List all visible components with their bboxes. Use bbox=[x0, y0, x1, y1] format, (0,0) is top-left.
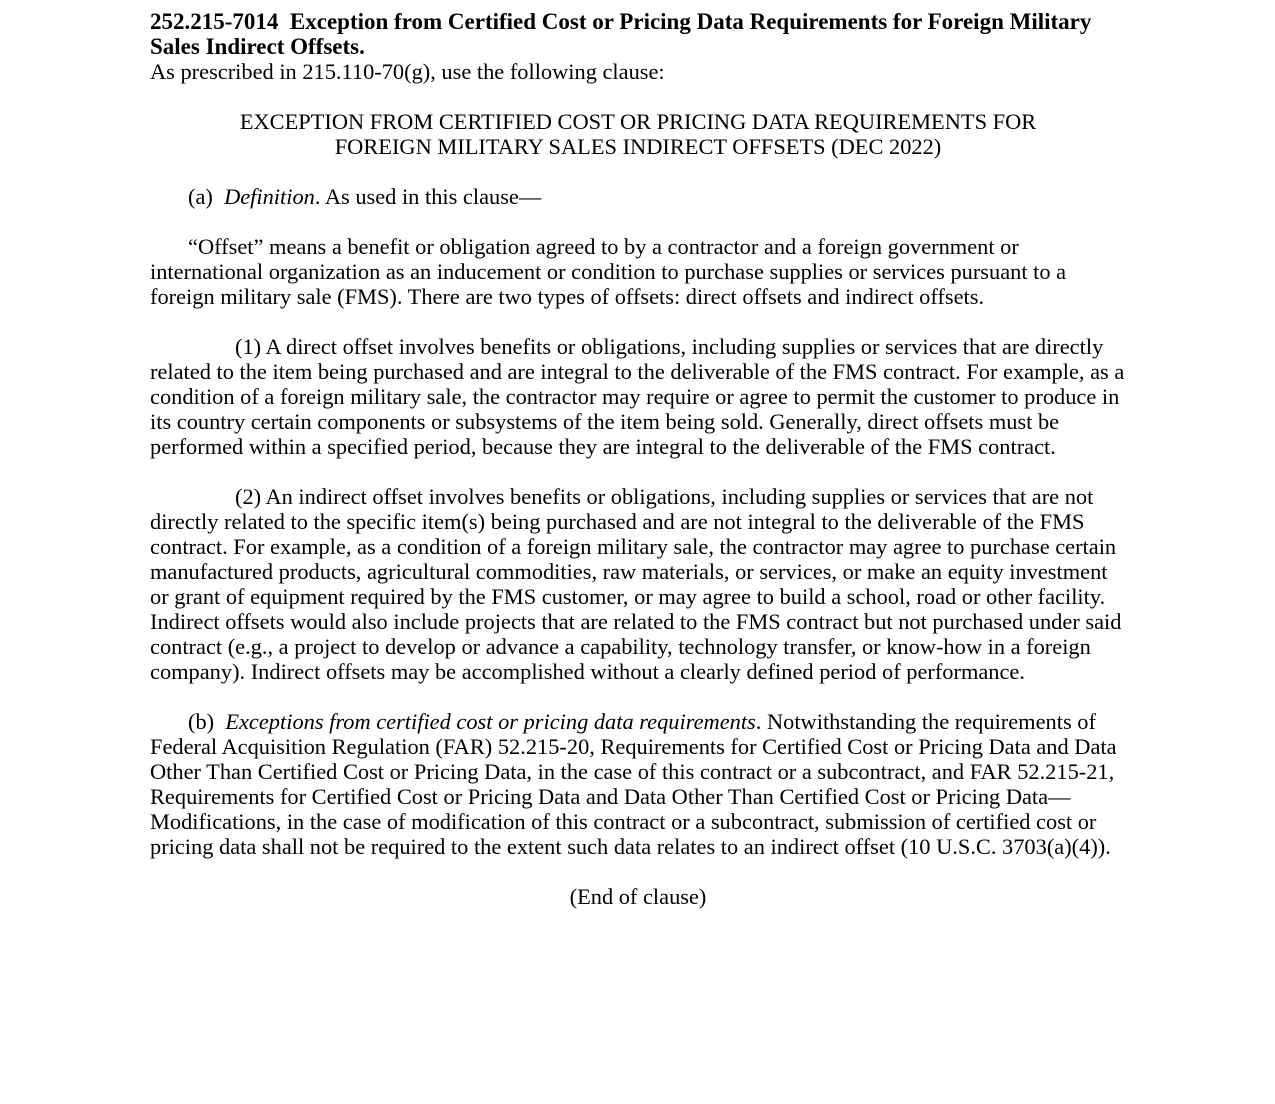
clause-heading bbox=[150, 9, 1126, 59]
clause-title-line-1: EXCEPTION FROM CERTIFIED COST OR PRICING DATA REQUIREMENTS FOR bbox=[239, 109, 1037, 134]
paragraph-1-direct-offset: (1) A direct offset involves benefits or obligations, including supplies or services that are directly related to the item being purchased and are integral to the deliverable of the FMS contract. For example, as a condition of a foreign military sale, the contractor may require or agree to permit the customer to produce in its country certain components or subsystems of the item being sold. Generally, direct offsets must be performed within a specified period, because they are integral to the deliverable of the FMS contract. bbox=[150, 334, 1125, 459]
paragraph-a-text: . As used in this clause— bbox=[314, 184, 542, 209]
clause-heading-title: Exception from Certified Cost or Pricing Data Requirements for Foreign Military Sales Indirect Offsets. bbox=[150, 9, 1092, 59]
prescription-text: As prescribed in 215.110-70(g), use the following clause: bbox=[150, 59, 665, 84]
paragraph-b bbox=[150, 709, 1126, 859]
clause-title bbox=[150, 109, 1126, 159]
clause-document bbox=[150, 9, 1126, 909]
paragraph-a-marker: (a) bbox=[188, 184, 213, 209]
paragraph-a bbox=[150, 184, 1126, 209]
paragraph-2-indirect-offset: (2) An indirect offset involves benefits or obligations, including supplies or services that are not directly related to the specific item(s) being purchased and are not integral to the deliverable of the FMS contract. For example, as a condition of a foreign military sale, the contractor may agree to purchase certain manufactured products, agricultural commodities, raw materials, or services, or make an equity investment or grant of equipment required by the FMS customer, or may agree to build a school, road or other facility. Indirect offsets would also include projects that are related to the FMS contract but not purchased under said contract (e.g., a project to develop or advance a capability, technology transfer, or know-how in a foreign company). Indirect offsets may be accomplished without a clearly defined period of performance. bbox=[150, 484, 1122, 684]
offset-definition: “Offset” means a benefit or obligation agreed to by a contractor and a foreign government or international organization as an inducement or condition to purchase supplies or services pursuant to a foreign military sale (FMS). There are two types of offsets: direct offsets and indirect offsets. bbox=[150, 234, 1067, 309]
paragraph-b-text: . Notwithstanding the requirements of Federal Acquisition Regulation (FAR) 52.215-20, Requirements for Certified Cost or Pricing Data and Data Other Than Certified Cost or Pricing Data, in the case of this contract or a subcontract, and FAR 52.215-21, Requirements for Certified Cost or Pricing Data and Data Other Than Certified Cost or Pricing Data—Modifications, in the case of modification of this contract or a subcontract, submission of certified cost or pricing data shall not be required to the extent such data relates to an indirect offset (10 U.S.C. 3703(a)(4)). bbox=[150, 709, 1117, 859]
clause-number: 252.215-7014 bbox=[150, 9, 279, 34]
paragraph-b-heading: Exceptions from certified cost or pricing data requirements bbox=[225, 709, 756, 734]
paragraph-a-heading: Definition bbox=[224, 184, 315, 209]
paragraph-b-marker: (b) bbox=[188, 709, 215, 734]
end-of-clause: (End of clause) bbox=[569, 884, 707, 909]
clause-title-line-2: FOREIGN MILITARY SALES INDIRECT OFFSETS (DEC 2022) bbox=[334, 134, 942, 159]
